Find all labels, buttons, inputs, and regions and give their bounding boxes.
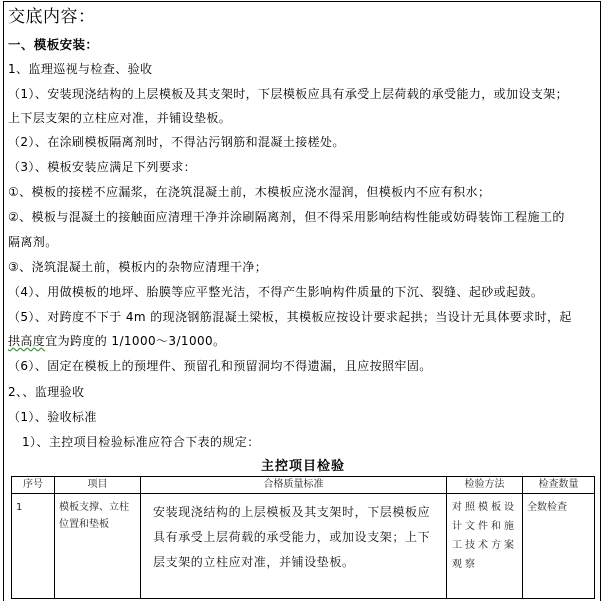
header-inspection-method: 检验方法 [447, 477, 523, 494]
paragraph-line: ②、模板与混凝土的接触面应清理干净并涂刷隔离剂，但不得采用影响结构性能或妨碍装饰工程施工的 [8, 210, 565, 224]
cell-inspection-quantity: 全数检查 [523, 494, 595, 599]
paragraph-line: 1、监理巡视与检查、验收 [8, 62, 153, 76]
header-inspection-quantity: 检查数量 [523, 477, 595, 494]
paragraph-line: （3）、模板安装应满足下列要求： [8, 160, 197, 174]
section-heading-formwork-installation: 一、模板安装： [8, 37, 99, 52]
cell-no: 1 [12, 494, 55, 599]
header-item: 项目 [55, 477, 141, 494]
cell-quality-standard: 安装现浇结构的上层模板及其支架时，下层模板应具有承受上层荷载的承受能力，或加设支架；上下层支架的立柱应对准，并铺设垫板。 [141, 494, 447, 599]
spellcheck-underlined-text: 拱高度 [8, 334, 46, 348]
header-no: 序号 [12, 477, 55, 494]
paragraph-line: （6）、固定在模板上的预埋件、预留孔和预留洞均不得遗漏，且应按照牢固。 [8, 359, 432, 373]
paragraph-line: （1）、验收标准 [8, 410, 97, 424]
paragraph-line-camber [8, 334, 225, 348]
paragraph-line: ③、浇筑混凝土前，模板内的杂物应清理干净； [8, 260, 268, 274]
paragraph-line: 上下层支架的立柱应对准，并铺设垫板。 [8, 111, 232, 125]
paragraph-line: 1）、主控项目检验标准应符合下表的规定： [22, 435, 260, 449]
paragraph-line: 隔离剂。 [8, 235, 58, 249]
table-header-row [12, 477, 595, 494]
cell-inspection-method: 对照模板设计文件和施工技术方案观察 [447, 494, 523, 599]
cell-item: 模板支撑、立柱位置和垫板 [55, 494, 141, 599]
paragraph-line: （1）、安装现浇结构的上层模板及其支架时，下层模板应具有承受上层荷载的承受能力，或加设支架； [8, 87, 569, 101]
paragraph-line: （5）、对跨度不下于 4m 的现浇钢筋混凝土梁板，其模板应按设计要求起拱；当设计无具体要求时，起 [8, 310, 572, 324]
paragraph-line: （4）、用做模板的地坪、胎膜等应平整光洁，不得产生影响构件质量的下沉、裂缝、起砂或起鼓。 [8, 285, 544, 299]
table-row [12, 494, 595, 599]
header-quality-standard: 合格质量标准 [141, 477, 447, 494]
main-control-inspection-table [11, 476, 595, 599]
page-title: 交底内容： [8, 7, 96, 27]
paragraph-line-rest: 宜为跨度的 1/1000～3/1000。 [45, 334, 226, 348]
table-caption: 主控项目检验 [260, 459, 345, 474]
paragraph-line: 2、、监理验收 [8, 385, 85, 399]
paragraph-line: ①、模板的接槎不应漏浆，在浇筑混凝土前，木模板应浇水湿润，但模板内不应有积水； [8, 185, 491, 199]
paragraph-line: （2）、在涂刷模板隔离剂时，不得沾污钢筋和混凝土接槎处。 [8, 135, 345, 149]
